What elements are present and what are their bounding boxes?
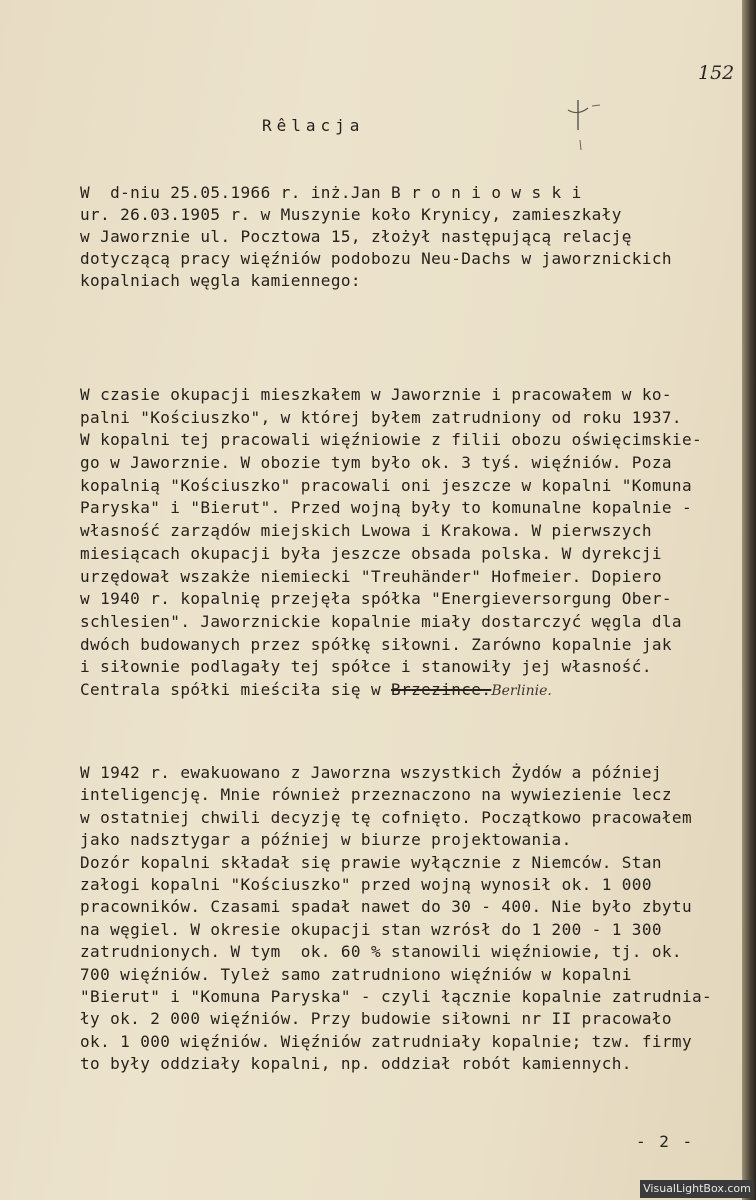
body-line: Paryska" i "Bierut". Przed wojną były to komunalne kopalnie - [80, 498, 693, 518]
body-line: dwóch budowanych przez spółkę siłowni. Zarówno kopalnie jak [80, 634, 672, 654]
binding-edge [742, 0, 756, 1200]
body-line: Dozór kopalni składał się prawie wyłącznie z Niemców. Stan [80, 852, 662, 872]
body-line: w 1940 r. kopalnię przejęła spółka "Energieversorgung Ober- [80, 589, 672, 609]
intro-line: kopalniach węgla kamiennego: [80, 271, 361, 290]
struck-word: Brzezince. [391, 679, 492, 699]
body-line: schlesien". Jaworznickie kopalnie miały dostarczyć węgla dla [80, 611, 682, 631]
body-last-line [80, 679, 702, 702]
body-line: ok. 1 000 więźniów. Więźniów zatrudniały kopalnie; tzw. firmy [80, 1031, 693, 1051]
body-paragraph-1 [80, 384, 702, 702]
body-line: "Bierut" i "Komuna Paryska" - czyli łącznie kopalnie zatrudnia- [80, 986, 713, 1006]
body-line: własność zarządów miejskich Lwowa i Krakowa. W pierwszych [80, 521, 652, 541]
body-last-line-prefix: Centrala spółki mieściła się w [80, 679, 392, 699]
body-line: ły ok. 2 000 więźniów. Przy budowie siłowni nr II pracowało [80, 1009, 672, 1029]
handwritten-correction: Berlinie. [491, 682, 552, 699]
body-line: miesiącach okupacji była jeszcze obsada polska. W dyrekcji [80, 543, 662, 563]
watermark: VisualLightBox.com [640, 1180, 754, 1198]
body-line: W czasie okupacji mieszkałem w Jaworznie i pracowałem w ko- [80, 385, 672, 404]
body-line: w ostatniej chwili decyzję tę cofnięto. Początkowo pracowałem [80, 807, 693, 827]
body-line: W kopalni tej pracowali więźniowie z filii obozu oświęcimskie- [80, 430, 703, 450]
body-line: na węgiel. W okresie okupacji stan wzrósł do 1 200 - 1 300 [80, 919, 662, 939]
intro-line: dotyczącą pracy więźniów podobozu Neu-Dachs w jaworznickich [80, 249, 672, 268]
body-line: kopalnią "Kościuszko" pracowali oni jeszcze w kopalni "Komuna [80, 475, 693, 495]
body-line: palni "Kościuszko", w której byłem zatrudniony od roku 1937. [80, 407, 682, 427]
intro-paragraph [80, 182, 672, 292]
body-line: pracowników. Czasami spadał nawet do 30 - 400. Nie było zbytu [80, 897, 693, 917]
body-line: W 1942 r. ewakuowano z Jaworzna wszystkich Żydów a później [80, 763, 662, 782]
body-line: załogi kopalni "Kościuszko" przed wojną wynosił ok. 1 000 [80, 874, 652, 894]
body-line: zatrudnionych. W tym ok. 60 % stanowili więźniowie, tj. ok. [80, 942, 682, 962]
body-line: go w Jaworznie. W obozie tym było ok. 3 tyś. więźniów. Poza [80, 453, 672, 473]
body-line: urzędował wszakże niemiecki "Treuhänder" Hofmeier. Dopiero [80, 566, 662, 586]
body-line: jako nadsztygar a później w biurze projektowania. [80, 830, 572, 850]
intro-line: ur. 26.03.1905 r. w Muszynie koło Krynicy, zamieszkały [80, 205, 622, 224]
body-line: i siłownie podlagały tej spółce i stanowiły jej własność. [80, 657, 652, 677]
intro-line: w Jaworznie ul. Pocztowa 15, złożył następującą relację [80, 227, 632, 246]
body-line: to były oddziały kopalni, np. oddział robót kamiennych. [80, 1054, 632, 1074]
pencil-mark-icon [566, 96, 606, 156]
body-line: inteligencję. Mnie również przeznaczono na wywiezienie lecz [80, 785, 672, 805]
intro-line: W d-niu 25.05.1966 r. inż.Jan B r o n i o w s k i [80, 183, 582, 202]
page-footer-number: - 2 - [636, 1132, 695, 1151]
document-title: Rêlacja [262, 116, 365, 135]
archive-page-number: 152 [698, 62, 735, 84]
body-paragraph-2 [80, 762, 712, 1075]
body-line: 700 więźniów. Tyleż samo zatrudniono więźniów w kopalni [80, 964, 632, 984]
